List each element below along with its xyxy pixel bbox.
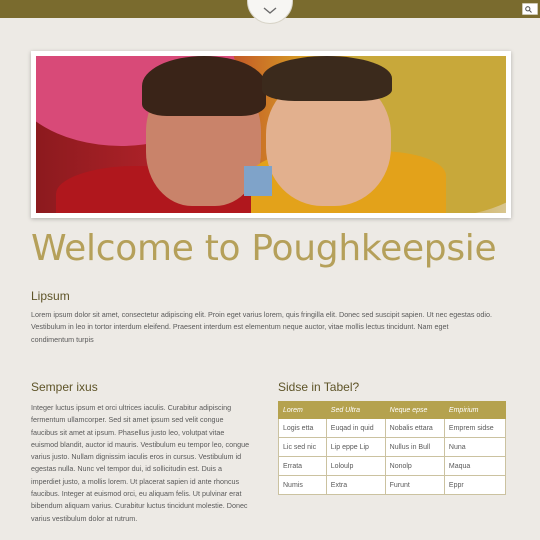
table-header-cell: Lorem [279,402,327,419]
table-header-row [279,402,506,419]
search-input[interactable] [522,3,538,15]
table-header-cell: Neque epse [385,402,444,419]
table-cell: Emprem sidse [444,419,505,438]
data-table [278,401,506,495]
table-header-cell: Sed Ultra [326,402,385,419]
table-cell: Errata [279,457,327,476]
semper-heading: Semper ixus [31,380,98,394]
table-cell: Eppr [444,476,505,495]
hero-photo [36,56,506,213]
table-cell: Nonolp [385,457,444,476]
table-cell: Nobalis ettara [385,419,444,438]
table-cell: Lic sed nic [279,438,327,457]
table-cell: Loloulp [326,457,385,476]
table-cell: Maqua [444,457,505,476]
table-cell: Euqad in quid [326,419,385,438]
nav-toggle-button[interactable] [247,0,293,24]
table-cell: Numis [279,476,327,495]
table-cell: Furunt [385,476,444,495]
table-heading: Sidse in Tabel? [278,380,360,394]
semper-text: Integer luctus ipsum et orci ultrices iaculis. Curabitur adipiscing fermentum ullamcorper. Sed sit amet ipsum sed velit congue faucibus sit amet at ipsum. Phasellus justo leo, volutpat vitae euismod blandit, auctor id mauris. Vestibulum eu tempor leo, congue varius justo. Nullam dignissim iaculis eros in cursus. Vestibulum id egestas nulla. Nunc vel tempor dui, id sollicitudin est. Duis a imperdiet justo, a mollis lorem. Ut placerat sapien id ante rhoncus faucibus. Integer at euismod orci, eu aliquam felis. Ut pulvinar erat bibendum aliquam varius. Curabitur luctus tincidunt molestie. Donec varius vestibulum dolor at rutrum. [31,403,250,523]
lipsum-heading: Lipsum [31,289,70,303]
table-cell: Logis etta [279,419,327,438]
hero-image-frame [31,51,511,218]
chevron-down-icon [263,7,277,15]
table-header-cell: Empirium [444,402,505,419]
table-cell: Lip eppe Lip [326,438,385,457]
table-row [279,438,506,457]
table-row [279,476,506,495]
page-title: Welcome to Poughkeepsie [31,228,497,269]
lipsum-text: Lorem ipsum dolor sit amet, consectetur adipiscing elit. Proin eget varius lorem, quis fringilla elit. Donec sed suscipit sapien. Ut nec egestas odio. Vestibulum in leo in tortor interdum eleifend. Praesent interdum est elementum neque auctor, vitae mollis lectus tincidunt. Nam eget condimentum turpis [31,310,493,344]
search-icon [525,6,532,13]
table-row [279,457,506,476]
table-cell: Nuna [444,438,505,457]
table-row [279,419,506,438]
table-cell: Extra [326,476,385,495]
table-cell: Nullus in Bull [385,438,444,457]
